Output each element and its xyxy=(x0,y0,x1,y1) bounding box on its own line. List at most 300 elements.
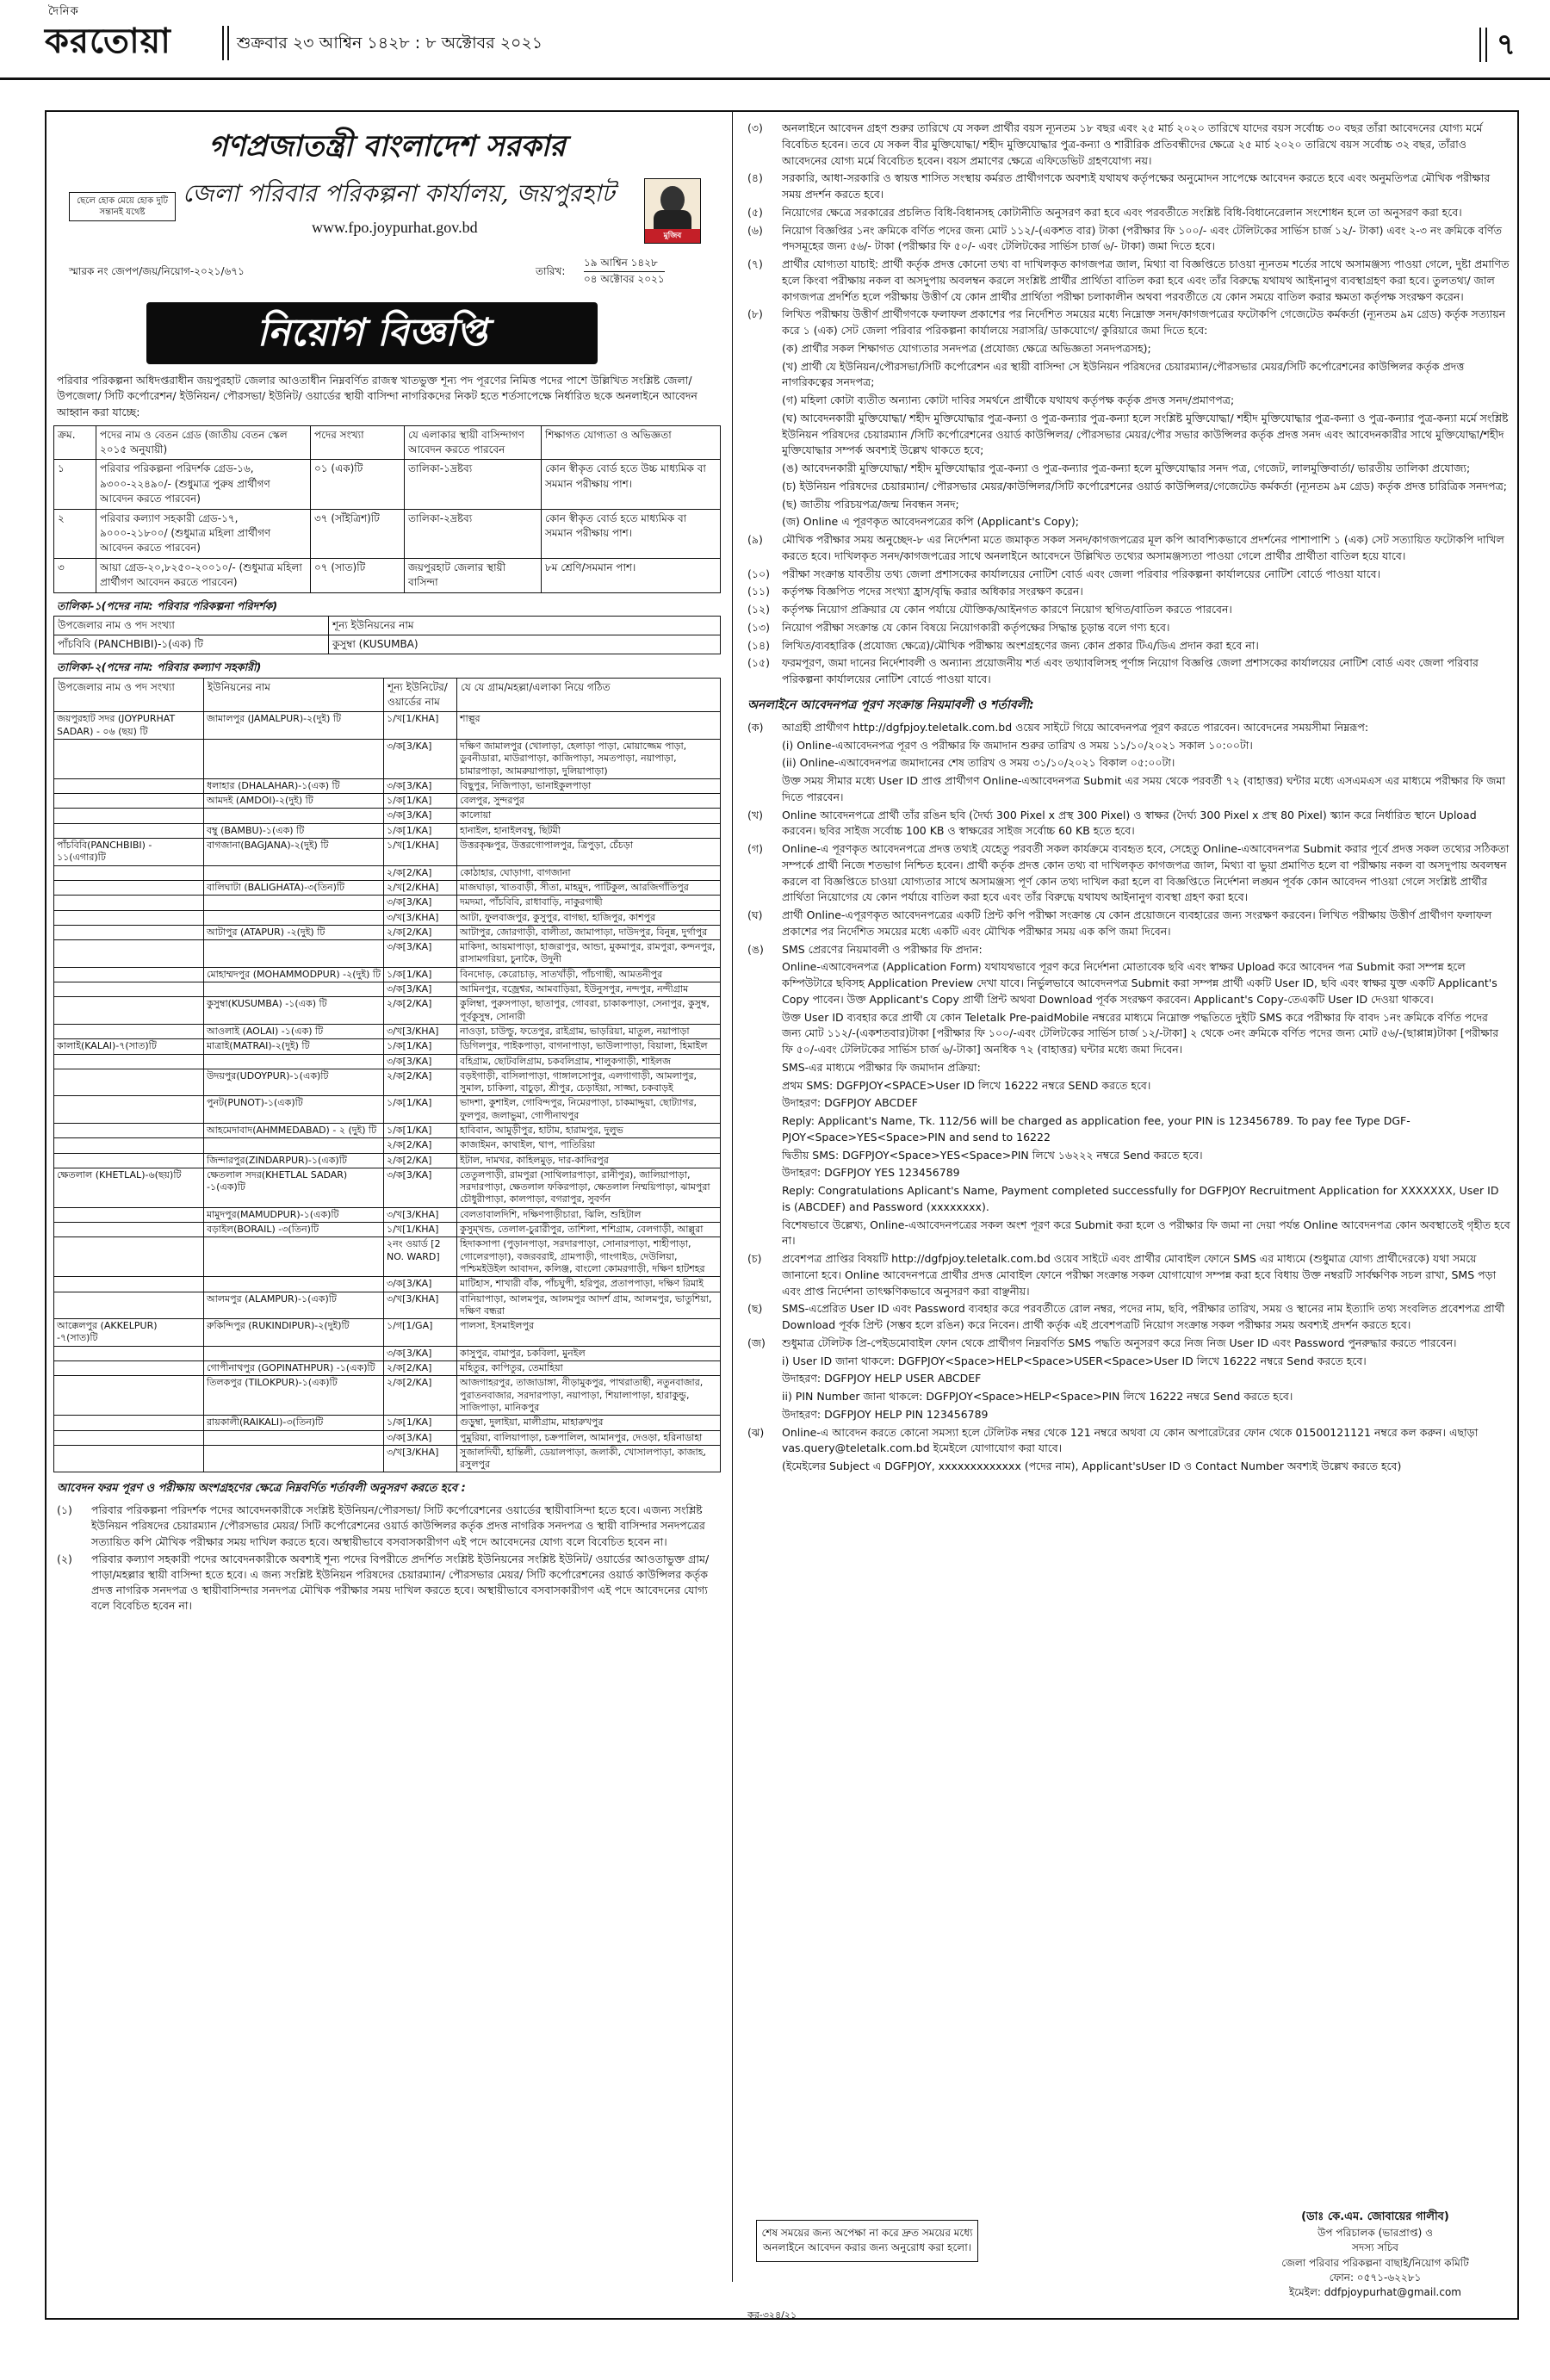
online-rule-item-number xyxy=(747,1010,782,1058)
online-rule-item-text: প্রথম SMS: DGFPJOY<SPACE>User ID লিখে 16222 নম্বরে SEND করতে হবে। xyxy=(782,1078,1151,1092)
condition-item xyxy=(57,1552,717,1615)
online-rule-item-text: (ইমেইলের Subject এ DGFPJOY, xxxxxxxxxxxxx (পদের নাম), Applicant'sUser ID ও Contact Number অবশ্যই উল্লেখ করতে হবে) xyxy=(782,1460,1402,1472)
list2-row xyxy=(54,940,721,968)
list2-cell: আটাপুর (ATAPUR) -২(দুই) টি xyxy=(204,925,384,939)
online-rule-item-number: (ঘ) xyxy=(747,908,763,921)
list2-row xyxy=(54,1223,721,1237)
list2-cell xyxy=(204,1138,384,1153)
list2-row xyxy=(54,778,721,793)
list2-cell: বিছুপুর, নিজিপাড়া, ভানাইকুলপাড়া xyxy=(457,778,721,793)
online-rule-item xyxy=(747,1354,1510,1370)
list2-cell xyxy=(204,910,384,925)
list2-cell: ৩/খ[3/KHA] xyxy=(384,1292,457,1319)
list2-cell xyxy=(54,1430,204,1445)
list2-row xyxy=(54,1138,721,1153)
list2-cell xyxy=(54,910,204,925)
rule-item xyxy=(747,223,1510,256)
rule-item xyxy=(747,655,1510,688)
online-rule-item-text: Reply: Congratulations Aplicant's Name, Payment completed successfully for DGFPJOY Recruitment Application for XXXXXXX, User ID is (ABCDEF) and Password (xxxxxxxx). xyxy=(782,1184,1499,1213)
rule-item-number: (৯) xyxy=(747,533,763,546)
online-rule-item-number xyxy=(747,755,782,772)
online-rule-item-text: i) User ID জানা থাকলে: DGFPJOY<Space>HELP<Space>USER<Space>User ID লিখে 16222 নম্বরে Send করতে হবে। xyxy=(782,1354,1367,1367)
list2-cell xyxy=(54,1237,204,1277)
list2-row xyxy=(54,910,721,925)
online-rule-item xyxy=(747,841,1510,906)
online-rule-item-number xyxy=(747,1148,782,1164)
online-rule-item xyxy=(747,1301,1510,1334)
list2-cell xyxy=(204,1430,384,1445)
list2-cell xyxy=(204,940,384,968)
rule-item-text: মৌখিক পরীক্ষার সময় অনুচ্ছেদ-৮ এর নির্দেশনা মতে জমাকৃত সকল সনদ/কাগজপত্রের মূল কপি আবশ্যিকভাবে প্রদর্শনের পাশাপাশি ১ (এক) সেট সত্যায়িত ফটোকপি দাখিল করতে হবে। দাখিলকৃত সনদ/কাগজপত্রের সাথে অনলাইনে আবেদনে উল্লিখিত তথ্যের অসামঞ্জস্যতা পাওয়া গেলে প্রার্থীর প্রার্থীতা বাতিল হয়ে যাবে। xyxy=(782,533,1504,562)
rule-item xyxy=(747,620,1510,636)
online-rule-item-text: Reply: Applicant's Name, Tk. 112/56 will be charged as application fee, your PIN is 123456789. To pay fee Type DGF-PJOY<Space>YES<Space>PIN and send to 16222 xyxy=(782,1114,1410,1144)
online-rule-item xyxy=(747,959,1510,1007)
online-rule-item xyxy=(747,1371,1510,1387)
online-rule-item-number: (গ) xyxy=(747,842,763,855)
list2-cell: ২/ক[2/KA] xyxy=(384,1376,457,1416)
post-col-area: যে এলাকার স্থায়ী বাসিন্দাগণ আবেদন করতে পারবেন xyxy=(405,425,542,460)
online-rule-item-number: (খ) xyxy=(747,808,763,821)
recruitment-banner: নিয়োগ বিজ্ঞপ্তি xyxy=(146,302,598,364)
online-rule-item-number: (জ) xyxy=(747,1336,766,1349)
online-rule-item-number xyxy=(747,1183,782,1216)
list2-col-unit: শূন্য ইউনিটের/ ওয়ার্ডের নাম xyxy=(384,678,457,712)
list2-cell: আটা, ফুলবাজপুর, কুসুপুর, বাগছা, হাজিপুর, কাশপুর xyxy=(457,910,721,925)
list2-cell xyxy=(204,1054,384,1069)
list2-cell: কুসুম্খন্ড, তেলাল-চুরারীপুর, তাশিলা, শশিগ্রাম, বেলগাড়ী, আল্লুরা xyxy=(457,1223,721,1237)
online-rule-item-number xyxy=(747,1371,782,1387)
list2-cell: বেলতাবালদিশি, দক্ষিণপাড়ীচারা, ঝিলি, শুহিটাল xyxy=(457,1207,721,1222)
masthead-separator xyxy=(222,26,229,60)
signatory-phone: ফোন: ০৫৭১-৬২২৮১ xyxy=(1329,2272,1422,2284)
post-cell: ২ xyxy=(54,509,96,558)
online-rule-item-text: Online-এ আবেদন করতে কোনো সমস্যা হলে টেলিটক নম্বর থেকে 121 নম্বরে অথবা যে কোন অপারেটরের ফোন থেকে 01500121121 নম্বরে কল করুন। এছাড়া vas.query@teletalk.com.bd ইমেইলে যোগাযোগ করা যাবে। xyxy=(782,1425,1479,1455)
online-rule-item-text: (i) Online-এআবেদনপত্র পূরণ ও পরীক্ষার ফি জমাদান শুরুর তারিখ ও সময় ১১/১০/২০২১ সকাল ১০:০০টা। xyxy=(782,738,1253,752)
list2-cell: বড়ইগাড়ী, বাসিলাপাড়া, গাঙ্গালসোপুর, এলগাগাড়ী, আমলাপুর, সুমাল, চাকিলা, বাচুড়া, শ্রীপুর, চেড়াইয়া, সাজ্জা, চকবাড়ই xyxy=(457,1069,721,1096)
document-requirement: (চ) ইউনিয়ন পরিষদের চেয়ারম্যান/ পৌরসভার মেয়র/কাউন্সিলর/সিটি কর্পোরেশনের ওয়ার্ড কাউন্সিলর/গেজেটেড কর্মকর্তা (ন্যূনতম ৯ম গ্রেড) কর্তৃক প্রদত্ত চারিত্রিক সনদপত্র; xyxy=(782,479,1507,493)
list2-cell: পাঁচবিবি(PANCHBIBI) - ১১(এগার)টি xyxy=(54,839,204,866)
online-rule-item-text: প্রবেশপত্র প্রাপ্তির বিষয়টি http://dgfpjoy.teletalk.com.bd ওয়েব সাইটে এবং প্রার্থীর মোবাইল ফোনে SMS এর মাধ্যমে (শুধুমাত্র যোগ্য প্রার্থীদেরকে) যথা সময়ে জানানো হবে। Online আবেদনপত্রে প্রার্থীর প্রদত্ত মোবাইল ফোনে পরীক্ষা সংক্রান্ত সকল যোগাযোগ সম্পন্ন করা হবে বিধায় উক্ত নম্বরটি সার্বক্ষণিক সচল রাখা, SMS পড়া এবং প্রাপ্ত নির্দেশনা তাৎক্ষণিকভাবে অনুসরণ করা বাঞ্ছনীয়। xyxy=(782,1252,1497,1298)
rule-item xyxy=(747,638,1510,654)
online-rule-item-text: SMS প্রেরণের নিয়মাবলী ও পরীক্ষার ফি প্রদান: xyxy=(782,942,983,956)
list2-cell xyxy=(54,1054,204,1069)
list2-cell: ৩/খ[3/KHA] xyxy=(384,1024,457,1038)
list2-cell: ৩/ক[3/KA] xyxy=(384,1430,457,1445)
rule-item-text: পরীক্ষা সংক্রান্ত যাবতীয় তথ্য জেলা প্রশাসকের কার্যালয়ের নোটিশ বোর্ড এবং জেলা পরিবার পরিকল্পনা কার্যালয়ের নোটিশ বোর্ডে পাওয়া যাবে। xyxy=(782,567,1381,580)
list2-row xyxy=(54,1361,721,1376)
list2-row xyxy=(54,1416,721,1430)
list2-row xyxy=(54,1292,721,1319)
list2-cell xyxy=(204,1237,384,1277)
list2-row xyxy=(54,896,721,910)
rule-item-number: (১০) xyxy=(747,567,770,580)
document-requirement: (জ) Online এ পূরণকৃত আবেদনপত্রের কপি (Applicant's Copy); xyxy=(782,515,1079,529)
page-number: ৭ xyxy=(1497,22,1516,71)
online-rule-item-number xyxy=(747,1165,782,1181)
list2-cell: ২/খ[2/KHA] xyxy=(384,880,457,895)
conditions-title: আবেদন ফরম পূরণ ও পরীক্ষায় অংশগ্রহণের ক্ষেত্রে নিম্নবর্ণিত শর্তাবলী অনুসরণ করতে হবে : xyxy=(57,1482,466,1496)
list2-cell: ২/ক[2/KA] xyxy=(384,925,457,939)
list2-cell: গোপীনাথপুর (GOPINATHPUR) -১(এক)টি xyxy=(204,1361,384,1376)
list2-cell xyxy=(54,967,204,982)
newspaper-masthead xyxy=(0,0,1550,80)
online-rule-item xyxy=(747,1113,1510,1146)
online-rule-item-text: ii) PIN Number জানা থাকলে: DGFPJOY<Space>HELP<Space>PIN লিখে 16222 নম্বরে Send করতে হবে। xyxy=(782,1390,1293,1403)
list2-cell: উদয়পুর(UDOYPUR)-১(এক)টি xyxy=(204,1069,384,1096)
list2-cell: ১/ক[1/KA] xyxy=(384,1416,457,1430)
document-requirement: (ছ) জাতীয় পরিচয়পত্র/জন্ম নিবন্ধন সনদ; xyxy=(782,497,959,511)
post-cell: কোন স্বীকৃত বোর্ড হতে উচ্চ মাধ্যমিক বা সমমান পরীক্ষায় পাশ। xyxy=(542,460,721,509)
list2-cell: কোঠাহার, ঘোড়াগা, বাগজানা xyxy=(457,865,721,880)
rule-item xyxy=(747,584,1510,600)
online-rule-item-number xyxy=(747,1407,782,1423)
list2-cell: ১/ক[1/KA] xyxy=(384,1096,457,1124)
list2-cell: আজগাহরপুর, তাজাডাঙ্গা, নীড়ামুকপুর, পাথরাতাছী, নতুনবাজার, পুরাতনবাজার, সরদারপাড়া, নয়াপাড়া, শিয়ালাপাড়া, হারাকুন্ডু, সাজিপাড়া, মানিকপুর xyxy=(457,1376,721,1416)
post-cell: তালিকা-১দ্রষ্টব্য xyxy=(405,460,542,509)
list2-cell: নাওড়া, চাউল্ডু, ফতেপুর, রাইগ্রাম, ভাড়রিয়া, মাতুল, নয়াপাড়া xyxy=(457,1024,721,1038)
online-rule-item-text: আগ্রহী প্রার্থীগণ http://dgfpjoy.teletalk.com.bd ওয়েব সাইটে গিয়ে আবেদনপত্র পূরণ করতে পারবেন। আবেদনের সময়সীমা নিম্নরূপ: xyxy=(782,720,1369,734)
post-table-row xyxy=(54,460,721,509)
document-requirement: (গ) মহিলা কোটা ব্যতীত অন্যান্য কোটা দাবির সমর্থনে প্রার্থীকে যথাযথ কর্তৃপক্ষ কর্তৃক প্রদত্ত সনদ/প্রমাণপত্র; xyxy=(782,394,1235,406)
online-rule-item xyxy=(747,1078,1510,1094)
rule-item xyxy=(747,205,1510,221)
list2-cell xyxy=(54,1416,204,1430)
office-header xyxy=(53,173,721,247)
list2-cell: ক্ষেতলাল (KHETLAL)-৬(ছয়)টি xyxy=(54,1168,204,1207)
list2-cell: হিদাকসাপা (পুড়ানপাড়া, সরদারপাড়া, সোনারপাড়া, শাহীপাড়া, গোলেরপাড়া), বজরবরাই, গ্রামপাড়ী, গাংগাইড, দেউলিয়া, পশ্চিমইউইল আবাদন, কলিঞ্জ, বাংলো কোমরগাড়ী, দক্ষিণ হাটশহর xyxy=(457,1237,721,1277)
list2-cell xyxy=(54,1096,204,1124)
newspaper-logo-prefix: দৈনিক xyxy=(48,5,79,18)
online-rule-item-number xyxy=(747,1459,782,1475)
condition-item-text: পরিবার পরিকল্পনা পরিদর্শক পদের আবেদনকারীকে সংশ্লিষ্ট ইউনিয়ন/পৌরসভা/ সিটি কর্পোরেশনের ওয়ার্ডের স্থায়ীবাসিন্দা হতে হবে। এজন্য সংশ্লিষ্ট ইউনিয়ন পরিষদের চেয়ারম্যান /পৌরসভার মেয়র/ সিটি কর্পোরেশনের ওয়ার্ড কাউন্সিলর কর্তৃক প্রদত্ত নাগরিক সনদপত্র ও স্থায়ী বাসিন্দার সনদপত্রের সত্যায়িত কপি মৌখিক পরীক্ষার সময় দাখিল করতে হবে। অস্থায়ীভাবে বসবাসকারীগণ এই পদে আবেদনের যোগ্য বলে বিবেচিত হবেন না। xyxy=(91,1503,705,1548)
document-requirement: (খ) প্রার্থী যে ইউনিয়ন/পৌরসভা/সিটি কর্পোরেশন এর স্থায়ী বাসিন্দা সে ইউনিয়ন পরিষদের চেয়ারম্যান/পৌরসভার মেয়র/সিটি কর্পোরেশনের কাউন্সিলর কর্তৃক প্রদত্ত নাগরিকত্বের সনদপত্র; xyxy=(782,359,1465,389)
post-cell: ৩৭ (সাঁইত্রিশ)টি xyxy=(311,509,405,558)
ad-code: কর-৩২৪/২১ xyxy=(747,2309,797,2321)
post-table-row xyxy=(54,509,721,558)
signatory-email: ইমেইল: ddfpjoypurhat@gmail.com xyxy=(1288,2286,1461,2299)
online-rule-item-number xyxy=(747,1095,782,1112)
signatory-designation: উপ পরিচালক (ভারপ্রাপ্ত) ও xyxy=(1318,2226,1433,2239)
list2-col-villages: যে যে গ্রাম/মহল্লা/এলাকা নিয়ে গঠিত xyxy=(457,678,721,712)
list2-cell: ৩/ক[3/KA] xyxy=(384,1168,457,1207)
list2-cell xyxy=(204,1277,384,1292)
signatory-committee: জেলা পরিবার পরিকল্পনা বাছাই/নিয়োগ কমিটি xyxy=(1281,2256,1469,2269)
rule-item xyxy=(747,532,1510,565)
post-cell: ০১ (এক)টি xyxy=(311,460,405,509)
online-rule-item-number xyxy=(747,1060,782,1076)
list2-row xyxy=(54,809,721,823)
rule-item-text: নিয়োগ বিজ্ঞপ্তির ১নং ক্রমিকে বর্ণিত পদের জন্য মোট ১১২/-(একশত বার) টাকা (পরীক্ষার ফি ১০০/- এবং টেলিটকের সার্ভিস চার্জ ১২/- টাকা) এবং ২-৩ নং ক্রমিকে বর্ণিত পদসমূহের জন্য ৫৬/- টাকা (পরীক্ষার ফি ৫০/- এবং টেলিটকের সার্ভিস চার্জ ৬/- টাকা) জমা দিতে হবে। xyxy=(782,223,1502,253)
online-rule-item-text: Online আবেদনপত্রে প্রার্থী তাঁর রঙিন ছবি (দৈর্ঘ্য 300 Pixel x প্রস্থ 300 Pixel) ও স্বাক্ষর (দৈর্ঘ্য 300 Pixel x প্রস্থ 80 Pixel) স্ক্যান করে নির্ধারিত স্থানে Upload করবেন। ছবির সাইজ সর্বোচ্চ 100 KB ও স্বাক্ষরের সাইজ সর্বোচ্চ 60 KB হতে হবে। xyxy=(782,808,1477,838)
list2-cell: ১/খ[1/KHA] xyxy=(384,839,457,866)
list2-header xyxy=(54,678,721,712)
list2-cell: ২নং ওয়ার্ড [2 NO. WARD] xyxy=(384,1237,457,1277)
list2-cell xyxy=(54,1277,204,1292)
rule-item xyxy=(747,257,1510,305)
list2-cell: ভাদশা, কুশাইল, গোবিন্দপুর, নিমেরপাড়া, চাকমাদ্দুয়া, ছোট্যাগর, ফুলপুর, জলাভুমা, গোপীনাথপুর xyxy=(457,1096,721,1124)
list2-row xyxy=(54,1096,721,1124)
list2-cell: ১/গ[1/GA] xyxy=(384,1319,457,1347)
list2-row xyxy=(54,967,721,982)
list2-cell xyxy=(54,1124,204,1138)
signatory-role: সদস্য সচিব xyxy=(1352,2241,1398,2254)
list2-col-upazila: উপজেলার নাম ও পদ সংখ্যা xyxy=(54,678,204,712)
document-requirement: (ঙ) আবেদনকারী মুক্তিযোদ্ধা/ শহীদ মুক্তিযোদ্ধার পুত্র-কন্যা ও পুত্র-কন্যার পুত্র-কন্যা হলে মুক্তিযোদ্ধার সনদ পত্র, গেজেট, লালমুক্তিবার্তা/ ভারতীয় তালিকা প্রযোজ্য; xyxy=(782,462,1471,474)
online-rule-item xyxy=(747,720,1510,736)
list2-cell: ডিগিলপুর, পাইকপাড়া, বাগনাপাড়া, ভাউলাপাড়া, বিয়ালা, হিমাইল xyxy=(457,1039,721,1054)
list2-cell: ক্ষেতলাল সদর(KHETLAL SADAR) -১(এক)টি xyxy=(204,1168,384,1207)
list2-cell: ৩/ক[3/KA] xyxy=(384,739,457,778)
online-rule-item-number xyxy=(747,773,782,806)
online-rule-item xyxy=(747,1251,1510,1299)
mujib-year-emblem xyxy=(644,178,701,244)
list2-cell: বালিঘাটা (BALIGHATA)-৩(তিন)টি xyxy=(204,880,384,895)
list2-cell xyxy=(54,1223,204,1237)
post-table xyxy=(53,425,721,593)
online-rule-item xyxy=(747,1425,1510,1458)
list2-row xyxy=(54,1039,721,1054)
online-rule-item-number xyxy=(747,1354,782,1370)
rule-item xyxy=(747,602,1510,618)
rule-item-number: (১৫) xyxy=(747,656,770,670)
list2-cell: ১/ক[1/KA] xyxy=(384,1124,457,1138)
list2-cell xyxy=(54,823,204,838)
rule-item-number: (১১) xyxy=(747,585,770,598)
rule-item-number: (৫) xyxy=(747,205,763,219)
list2-cell: মোহাম্মদপুর (MOHAMMODPUR) -২(দুই) টি xyxy=(204,967,384,982)
list2-cell xyxy=(54,778,204,793)
online-rule-item xyxy=(747,1459,1510,1475)
list2-cell: কাসুপুর, বামাপুর, চকবিলা, মুনইল xyxy=(457,1346,721,1360)
list2-cell: বিনদোড়, কেরোচাড়, সাতখাঁড়ী, পাঁচগাছী, আমতনীপুর xyxy=(457,967,721,982)
post-col-name: পদের নাম ও বেতন গ্রেড (জাতীয় বেতন স্কেল ২০১৫ অনুযায়ী) xyxy=(96,425,311,460)
rule-item-number: (৪) xyxy=(747,171,763,185)
online-rule-item-text: উদাহরণ: DGFPJOY HELP USER ABCDEF xyxy=(782,1372,982,1385)
post-col-count: পদের সংখ্যা xyxy=(311,425,405,460)
condition-item xyxy=(57,1503,717,1549)
rule-item-text: নিয়োগের ক্ষেত্রে সরকারের প্রচলিত বিধি-বিধানসহ কোটানীতি অনুসরণ করা হবে এবং পরবর্তীতে সংশ্লিষ্ট বিধি-বিধানেরেলান সংশোধন হলে তা অনুসরণ করা হবে। xyxy=(782,205,1462,219)
list2-row xyxy=(54,1277,721,1292)
list2-cell: জিন্দারপুর(ZINDARPUR)-১(এক)টি xyxy=(204,1153,384,1168)
list2-cell xyxy=(204,1346,384,1360)
list2-row xyxy=(54,839,721,866)
rule-item-text: সরকারি, আধা-সরকারি ও স্বায়ত্ত শাসিত সংস্থায় কর্মরত প্রার্থীগণকে অবশ্যই যথাযথ কর্তৃপক্ষের অনুমোদন সাপেক্ষে আবেদন করতে হবে এবং অনুমতিপত্র মৌখিক পরীক্ষার সময় প্রদর্শন করতে হবে। xyxy=(782,171,1491,201)
rule-item-number: (৭) xyxy=(747,257,763,270)
list2-row xyxy=(54,880,721,895)
list2-cell: সুজালদিঘী, হান্তিলী, ডেয়ালপাড়া, জলাকী, খোসালপাড়া, কাজাহ, রসুলপুর xyxy=(457,1445,721,1472)
list2-cell xyxy=(204,865,384,880)
list2-row xyxy=(54,1024,721,1038)
online-rule-item-text: Online-এ পূরণকৃত আবেদনপত্রে প্রদত্ত তথ্যই যেহেতু পরবর্তী সকল কার্যক্রমে ব্যবহৃত হবে, সেহেতু Online-এআবেদনপত্র Submit করার পূর্বে প্রদত্ত সকল তথ্যের সঠিকতা সম্পর্কে প্রার্থী নিজে শতভাগ নিশ্চিত হবেন। প্রার্থী কর্তৃক প্রদত্ত কোন তথ্য বা দাখিলকৃত কাগজপত্র জাল, মিথ্যা বা ভুয়া প্রমাণিত হলে বা পরীক্ষায় নকল বা অসদুপায় অবলম্বন করলে বা বিজ্ঞপ্তিতে চাওয়া যোগ্যতার সাথে অসামঞ্জস্য পূর্ণ কোন তথ্য দাখিল করা হলে বা বিজ্ঞপ্তিতে নির্দেশনা লঙ্ঘন পূর্বক কোন আবেদন পাওয়া গেলে সংশ্লিষ্ট প্রার্থীর প্রার্থিতা নিয়োগের যে কোন পর্যায়ে বাতিল করা হবে এবং তাঁর বিরুদ্ধে যথাযথ আইনানুগ ব্যবস্থা গ্রহণ করা হবে। xyxy=(782,842,1510,904)
list2-cell: উত্তরকৃষ্ণপুর, উত্তরগোপালপুর, ত্রিপুড়া, চেঁচড়া xyxy=(457,839,721,866)
list2-cell xyxy=(54,982,204,997)
list2-row xyxy=(54,1237,721,1277)
online-rule-item-number xyxy=(747,1218,782,1250)
list2-cell: ৩/ক[3/KA] xyxy=(384,1346,457,1360)
online-rule-item-text: উদাহরণ: DGFPJOY YES 123456789 xyxy=(782,1166,960,1180)
list2-cell: ২/ক[2/KA] xyxy=(384,997,457,1025)
list2-cell xyxy=(204,1445,384,1472)
post-cell: ১ xyxy=(54,460,96,509)
list2-cell: ১/ক[1/KA] xyxy=(384,967,457,982)
post-cell: কোন স্বীকৃত বোর্ড হতে মাধ্যমিক বা সমমান পরীক্ষায় পাশ। xyxy=(542,509,721,558)
list2-row xyxy=(54,1319,721,1347)
list2-cell xyxy=(54,1346,204,1360)
list2-cell: মাত্রাই(MATRAI)-২(দুই) টি xyxy=(204,1039,384,1054)
list2-cell: বেলপুর, সুন্দরপুর xyxy=(457,794,721,809)
list2-caption: তালিকা-২(পদের নাম: পরিবার কল্যাণ সহকারী) xyxy=(57,660,262,674)
list2-cell: পুনট(PUNOT)-১(এক)টি xyxy=(204,1096,384,1124)
online-rule-item-number: (ছ) xyxy=(747,1302,763,1316)
online-rule-item-number xyxy=(747,1113,782,1146)
rule-item xyxy=(747,307,1510,339)
list2-cell: পুমুরিয়া, বালিয়াপাড়া, চক্রপালিল, আমানপুর, দেওড়া, হরিনাডাহা xyxy=(457,1430,721,1445)
online-rule-item-number: (ঝ) xyxy=(747,1425,765,1439)
online-rule-item xyxy=(747,942,1510,958)
list2-row xyxy=(54,712,721,740)
list2-cell: ২/ক[2/KA] xyxy=(384,1138,457,1153)
list2-cell: কালাই(KALAI)-৭(সাত)টি xyxy=(54,1039,204,1054)
list1-table xyxy=(53,616,721,655)
list2-row xyxy=(54,997,721,1025)
post-col-serial: ক্রম. xyxy=(54,425,96,460)
online-rule-item-text: শুধুমাত্র টেলিটক প্রি-পেইডমোবাইল ফোন থেকে প্রার্থীগণ নিম্নবর্ণিত SMS পদ্ধতি অনুসরণ করে নিজ নিজ User ID এবং Password পুনরুদ্ধার করতে পারবেন। xyxy=(782,1336,1457,1349)
list2-cell: রুকিন্দিপুর (RUKINDIPUR)-২(দুই)টি xyxy=(204,1319,384,1347)
online-rule-item xyxy=(747,738,1510,754)
list2-row xyxy=(54,1376,721,1416)
post-cell: পরিবার পরিকল্পনা পরিদর্শক গ্রেড-১৬, ৯৩০০-২২৪৯০/- (শুধুমাত্র পুরুষ প্রার্থীগণ আবেদন করতে পারবেন) xyxy=(96,460,311,509)
list2-cell: ২/ক[2/KA] xyxy=(384,1069,457,1096)
family-planning-slogan: ছেলে হোক মেয়ে হোক দুটি সন্তানই যথেষ্ট xyxy=(69,192,176,221)
list2-cell: আটাপুর, জোরগাড়ী, বালীতা, জামাপাড়া, দাউদপুর, বিনুন্ন, দুর্গাপুর xyxy=(457,925,721,939)
memo-number: স্মারক নং জেপপ/জয়/নিয়োগ-২০২১/৬৭১ xyxy=(69,265,245,278)
list2-cell xyxy=(54,1138,204,1153)
memo-date-english: ০৪ অক্টোবর ২০২১ xyxy=(584,272,665,285)
post-table-row xyxy=(54,558,721,592)
rule-item xyxy=(747,567,1510,583)
online-rule-item xyxy=(747,1336,1510,1352)
online-rule-item-text: Online-এআবেদনপত্র (Application Form) যথাযথভাবে পূরণ করে নির্দেশনা মোতাবেক ছবি এবং স্বাক্ষর Upload করে আবেদন পত্র Submit করা সম্পন্ন হলে কম্পিউটারে ছবিসহ Application Preview দেখা যাবে। নির্ভুলভাবে আবেদনপত্র Submit করা সম্পন্ন প্রার্থী একটি User ID, ছবি এবং স্বাক্ষর যুক্ত একটি Applicant's Copy পাবেন। উক্ত Applicant's Copy প্রার্থী প্রিন্ট অথবা Download পূর্বক সংরক্ষণ করবেন। Applicant's Copy-তেএকটি User ID দেওয়া থাকবে। xyxy=(782,960,1497,1006)
rule-item-text: লিখিত/ব্যবহারিক (প্রযোজ্য ক্ষেত্রে)/মৌখিক পরীক্ষায় অংশগ্রহণের জন্য কোন প্রকার টিএ/ডিএ প্রদান করা হবে না। xyxy=(782,638,1259,652)
list2-cell: দমদমা, পাঁচবিবি, রাধাবাড়ি, নাকুরগাছী xyxy=(457,896,721,910)
list2-cell: ইটাল, দামখর, কাহিলমুড়, দার-কাদিরপুর xyxy=(457,1153,721,1168)
portrait-body-icon xyxy=(654,210,691,229)
memo-date-bangla: ১৯ আশ্বিন ১৪২৮ xyxy=(584,256,665,271)
list2-row xyxy=(54,1124,721,1138)
rule-item-text: ফরমপূরণ, জমা দানের নির্দেশাবলী ও অন্যান্য প্রয়োজনীয় শর্ত এবং তথ্যাবলিসহ পূর্ণাঙ্গ নিয়োগ বিজ্ঞপ্তি জেলা প্রশাসকের কার্যালয়ের নোটিশ বোর্ড এবং জেলা পরিবার পরিকল্পনা কার্যালয়ের নোটিশ বোর্ডে পাওয়া যাবে। xyxy=(782,656,1479,685)
rule-item-number: (১৪) xyxy=(747,638,770,652)
rule-item-number: (৮) xyxy=(747,307,763,321)
list2-cell xyxy=(54,925,204,939)
list2-cell: বানিয়াপাড়া, আলমপুর, আলমপুর আদর্শ গ্রাম, আলমপুর, ভাতুশিয়া, দক্ষিণ বন্ধরা xyxy=(457,1292,721,1319)
list2-cell: ২/ক[2/KA] xyxy=(384,1361,457,1376)
document-requirement: (ঘ) আবেদনকারী মুক্তিযোদ্ধা/ শহীদ মুক্তিযোদ্ধার পুত্র-কন্যা ও পুত্র-কন্যার পুত্র-কন্যা হলে সংশ্লিষ্ট মুক্তিযোদ্ধা/ শহীদ মুক্তিযোদ্ধার পুত্র-কন্যা ও পুত্র-কন্যার পুত্র-কন্যা মর্মে সংশ্লিষ্ট ইউনিয়ন পরিষদের চেয়ারম্যান /সিটি কর্পোরেশনের ওয়ার্ড কাউন্সিলর/ পৌরসভার মেয়র/পৌর সভার কাউন্সিলর কর্তৃক প্রদত্ত সনদ এবং আবেদনকারীর সাথে মুক্তিযোদ্ধা/শহীদ মুক্তিযোদ্ধার সম্পর্ক অবশ্যই উল্লেখ থাকতে হবে; xyxy=(782,411,1509,457)
list2-cell: ৩/ক[3/KA] xyxy=(384,778,457,793)
online-rule-item xyxy=(747,1183,1510,1216)
list2-row xyxy=(54,739,721,778)
post-cell: জয়পুরহাট জেলার স্থায়ী বাসিন্দা xyxy=(405,558,542,592)
list2-cell: মামুদপুর(MAMUDPUR)-১(এক)টি xyxy=(204,1207,384,1222)
rule-item-number: (৩) xyxy=(747,121,763,134)
list2-cell: কাজাইমন, কাথাইল, থাপ, পাতিরিয়া xyxy=(457,1138,721,1153)
list2-cell: ১/ক[1/KA] xyxy=(384,823,457,838)
list2-row xyxy=(54,1445,721,1472)
rule-item-number: (৬) xyxy=(747,223,763,237)
list2-cell: ৩/ক[3/KA] xyxy=(384,940,457,968)
online-rule-item-number xyxy=(747,1078,782,1094)
online-rule-item-text: SMS-এপ্রেরিত User ID এবং Password ব্যবহার করে পরবর্তীতে রোল নম্বর, পদের নাম, ছবি, পরীক্ষার তারিখ, সময় ও স্থানের নাম ইত্যাদি তথ্য সংবলিত প্রবেশপত্র প্রার্থী Download পূর্বক প্রিন্ট (সম্ভব হলে রঙিন) করে নিবেন। প্রার্থী কর্তৃক এই প্রবেশপত্রটি নিয়োগ সংক্রান্ত সকল পরীক্ষার সময় অবশ্যই প্রদর্শন করতে হবে। xyxy=(782,1302,1505,1331)
list2-cell: হাবিবান, আমুড়ীপুর, হাটাম, হারামপুর, দুলুভ xyxy=(457,1124,721,1138)
list2-cell: ধলাহার (DHALAHAR)-১(এক) টি xyxy=(204,778,384,793)
list2-cell: বাগজানা(BAGJANA)-২(দুই) টি xyxy=(204,839,384,866)
online-rule-item xyxy=(747,1060,1510,1076)
online-rule-item xyxy=(747,1165,1510,1181)
list2-cell: কুলিম্বা, পুরুসপাড়া, ছাতাপুর, গোবরা, চাকাকপাড়া, সেনাপুর, কুসুম্ব, পূর্বকুসুম্ব, সোনারী xyxy=(457,997,721,1025)
online-rule-item xyxy=(747,1010,1510,1058)
list1-cell: পাঁচবিবি (PANCHBIBI)-১(এক) টি xyxy=(54,635,329,654)
list2-cell: মাটিহাস, শাখারী বাঁক, পাঁচঘুপী, হরিপুর, প্রতাপপাড়া, দক্ষিণ রিমাই xyxy=(457,1277,721,1292)
mujib-badge-text: মুজিব xyxy=(645,229,700,243)
list1-col-union: শূন্য ইউনিয়নের নাম xyxy=(329,616,721,635)
rule-item-text: নিয়োগ পরীক্ষা সংক্রান্ত যে কোন বিষয়ে নিয়োগকারী কর্তৃপক্ষের সিদ্ধান্ত চূড়ান্ত বলে গণ্য হবে। xyxy=(782,620,1170,634)
deadline-notice-box: শেষ সময়ের জন্য অপেক্ষা না করে দ্রুত সময়ের মধ্যে অনলাইনে আবেদন করার জন্য অনুরোধ করা হলো। xyxy=(756,2220,978,2262)
list2-cell: রায়কালী(RAIKALI)-৩(তিন)টি xyxy=(204,1416,384,1430)
list2-cell xyxy=(54,1445,204,1472)
online-rule-item-text: উদাহরণ: DGFPJOY ABCDEF xyxy=(782,1096,918,1110)
list2-cell: মাকিদা, আয়মাপাড়া, হাজরাপুর, আন্ডা, মুকমাপুর, রামপুরা, কন্দনপুর, রাসামগরিয়া, চুনাকৈ, উদুনী xyxy=(457,940,721,968)
list2-row xyxy=(54,1207,721,1222)
list2-cell: আহমেদাবাদ(AHMMEDABAD) - ২ (দুই) টি xyxy=(204,1124,384,1138)
rule-item-number: (১২) xyxy=(747,603,770,616)
online-rule-item-number: (ঙ) xyxy=(747,942,764,956)
list2-cell xyxy=(54,1207,204,1222)
rule-item-text: অনলাইনে আবেদন গ্রহণ শুরুর তারিখে যে সকল প্রার্থীর বয়স ন্যূনতম ১৮ বছর এবং ২৫ মার্চ ২০২০ তারিখে যাদের বয়স সর্বোচ্চ ৩০ বছর তাঁরা আবেদনের যোগ্য মর্মে বিবেচিত হবেন। তবে যে সকল বীর মুক্তিযোদ্ধা/ শহীদ মুক্তিযোদ্ধার পুত্র-কন্যা ও শারীরিক প্রতিবন্ধীদের ক্ষেত্রে ২৫ মার্চ ২০২০ তারিখে বয়স সর্বোচ্চ ৩২ বছর, তাঁরাও আবেদনের যোগ্য মর্মে বিবেচিত হবেন। বয়স প্রমাণের ক্ষেত্রে এফিডেভিট গ্রহণযোগ্য নয়। xyxy=(782,121,1483,167)
list2-row xyxy=(54,823,721,838)
list1-header xyxy=(54,616,721,635)
list2-cell: মাজঘাড়া, খাতবাড়ী, সীতা, মাহমুদ, পাটিকুল, আরজিগাঁতিপুর xyxy=(457,880,721,895)
document-requirement: (ক) প্রার্থীর সকল শিক্ষাগত যোগ্যতার সনদপত্র (প্রযোজ্য ক্ষেত্রে অভিজ্ঞতা সনদপত্রসহ); xyxy=(782,341,1151,355)
list2-row xyxy=(54,1430,721,1445)
left-column xyxy=(53,119,721,1615)
online-rule-item-text: উক্ত User ID ব্যবহার করে প্রার্থী যে কোন Teletalk Pre-paidMobile নম্বরের মাধ্যমে নিম্নোক্ত পদ্ধতিতে দুইটি SMS করে পরীক্ষার ফি বাবদ ১নং ক্রমিকে বর্ণিত পদের জন্য মোট ১১২/-(একশতবার)টাকা [পরীক্ষার ফি ১০০/-এবং টেলিটকের সার্ভিস চার্জ ১২/-টাকা] ২ থেকে ৩নং ক্রমিকে বর্ণিত পদের জন্য মোট ৫৬/-(ছাপ্পান্ন)টাকা [পরীক্ষার ফি ৫০/-এবং টেলিটকের সার্ভিস চার্জ ৬/-টাকা] অনধিক ৭২ (বাহাত্তর) ঘন্টার মধ্যে জমা দিবেন। xyxy=(782,1010,1499,1056)
list2-cell: মহিতুর, কাপিতুর, তেমাহিয়া xyxy=(457,1361,721,1376)
list2-cell xyxy=(204,809,384,823)
issue-date: শুক্রবার ২৩ আশ্বিন ১৪২৮ : ৮ অক্টোবর ২০২১ xyxy=(237,34,543,53)
online-rule-item xyxy=(747,773,1510,806)
list2-cell xyxy=(204,739,384,778)
rule-item-text: লিখিত পরীক্ষায় উত্তীর্ণ প্রার্থীগণকে ফলাফল প্রকাশের পর নির্দেশিত সময়ের মধ্যে নিম্নোক্ত সনদ/কাগজপত্রের ফটোকপি গেজেটেড কর্মকর্তা (ন্যূনতম ৯ম গ্রেড) কর্তৃক সত্যায়ন করে ১ (এক) সেট জেলা পরিবার পরিকল্পনা কার্যালয়ে সরাসরি/ ডাকযোগে/ কুরিয়ারে জমা দিতে হবে: xyxy=(782,307,1506,337)
list2-row xyxy=(54,865,721,880)
list2-table xyxy=(53,678,721,1473)
list2-cell: ১/খ[1/KHA] xyxy=(384,712,457,740)
list2-row xyxy=(54,982,721,997)
list2-cell: দক্ষিণ জামালপুর (খোলাড়া, হেলাড়া পাড়া, মোয়াজ্জেম পাড়া, ডুবনীডারা, মাউরাপাড়া, কাজিপাড়া, সমতপাড়া, নয়াপাড়া, চামারপাড়া, আমরুয়াপাড়া, দুলিয়াপাড়া) xyxy=(457,739,721,778)
list1-row xyxy=(54,635,721,654)
list2-cell: ৩/ক[3/KA] xyxy=(384,1277,457,1292)
rule-item-text: কর্তৃপক্ষ বিজ্ঞপিত পদের সংখ্যা হ্রাস/বৃদ্ধি করার অধিকার সংরক্ষণ করেন। xyxy=(782,585,1083,598)
rule-item-number: (১৩) xyxy=(747,620,770,634)
online-rule-item xyxy=(747,908,1510,940)
online-rule-item xyxy=(747,1095,1510,1112)
list2-cell xyxy=(204,896,384,910)
list2-cell xyxy=(54,1376,204,1416)
online-rule-item-text: প্রার্থী Online-এপূরণকৃত আবেদনপত্রের একটি প্রিন্ট কপি পরীক্ষা সংক্রান্ত যে কোন প্রয়োজনে ব্যবহারের জন্য সংরক্ষণ করবেন। লিখিত পরীক্ষায় উত্তীর্ণ প্রার্থীগণ ফলাফল প্রকাশের পর নির্দেশিত সময়ের মধ্যে একটি এবং মৌখিক পরীক্ষার সময় এক কপি জমা দিবেন। xyxy=(782,908,1492,938)
online-rules-title: অনলাইনে আবেদনপত্র পূরণ সংক্রান্ত নিয়মাবলী ও শর্তাবলী: xyxy=(747,697,1034,712)
list2-cell: পালসা, ইসমাইলপুর xyxy=(457,1319,721,1347)
online-rule-item-text: SMS-এর মাধ্যমে পরীক্ষার ফি জমাদান প্রক্রিয়া: xyxy=(782,1060,981,1074)
online-rule-item-text: দ্বিতীয় SMS: DGFPJOY<Space>YES<Space>PIN লিখে ১৬২২২ নম্বরে Send করতে হবে। xyxy=(782,1148,1203,1162)
online-rule-item-number xyxy=(747,738,782,754)
